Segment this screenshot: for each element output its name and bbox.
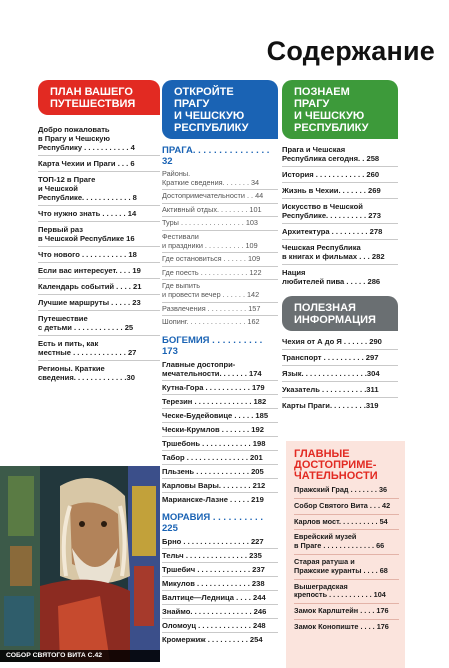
bohemia-item[interactable] — [162, 467, 278, 476]
divider — [282, 349, 398, 350]
prague-subsection[interactable] — [162, 318, 278, 327]
toc-entry-line: с детьми . . . . . . . . . . . . 25 — [38, 323, 134, 332]
moravia-item-line: Микулов . . . . . . . . . . . . . 238 — [162, 578, 265, 588]
attraction-entry-line: Пражский Град . . . . . . . 36 — [294, 485, 388, 494]
learn-entry-line: Жизнь в Чехии. . . . . . . 269 — [282, 186, 381, 195]
bohemia-item[interactable] — [162, 439, 278, 448]
divider — [294, 498, 399, 499]
attractions-title: ГЛАВНЫЕ ДОСТОПРИМЕ- ЧАТЕЛЬНОСТИ — [294, 448, 378, 482]
toc-entry[interactable] — [38, 339, 160, 357]
divider — [162, 252, 278, 253]
toc-entry-line: Регионы. Краткие — [38, 364, 105, 373]
useful-entry[interactable] — [282, 369, 398, 378]
attraction-entry[interactable] — [294, 486, 399, 495]
divider — [294, 603, 399, 604]
bohemia-item[interactable] — [162, 397, 278, 406]
attraction-entry-line: Старая ратуша и — [294, 556, 355, 566]
stained-glass-illustration — [0, 466, 160, 662]
bohemia-items — [162, 360, 278, 504]
attraction-entry-line: Карлов мост. . . . . . . . . . 54 — [294, 516, 388, 526]
divider — [162, 590, 278, 591]
moravia-item[interactable] — [162, 537, 278, 546]
divider — [162, 618, 278, 619]
moravia-section-link[interactable]: МОРАВИЯ . . . . . . . . . . 225 — [162, 511, 263, 534]
bohemia-item-line: Табор . . . . . . . . . . . . . . . 201 — [162, 452, 263, 462]
learn-entry-line: История . . . . . . . . . . . . 260 — [282, 170, 380, 179]
prague-subsection[interactable] — [162, 305, 278, 314]
divider — [162, 632, 278, 633]
page-title: Содержание — [266, 36, 435, 66]
divider — [162, 408, 278, 409]
toc-entry[interactable] — [38, 282, 160, 291]
divider — [162, 189, 278, 190]
divider — [162, 230, 278, 231]
divider — [282, 381, 398, 382]
attraction-entry-line: в Праге . . . . . . . . . . . . . 66 — [294, 541, 385, 551]
plan-column — [38, 80, 160, 382]
toc-entry-line: в Прагу и Чешскую — [38, 134, 110, 143]
toc-entry-line: и Чешской — [38, 184, 78, 193]
learn-entry[interactable] — [282, 170, 398, 179]
moravia-item[interactable] — [162, 579, 278, 588]
bohemia-item-line: Марианске-Лазне . . . . . 219 — [162, 494, 264, 504]
prague-subsection[interactable] — [162, 255, 278, 264]
bohemia-item[interactable] — [162, 360, 278, 378]
moravia-item[interactable] — [162, 607, 278, 616]
learn-entry[interactable] — [282, 145, 398, 163]
bohemia-item[interactable] — [162, 495, 278, 504]
prague-subsection[interactable] — [162, 269, 278, 278]
useful-entry-line: Указатель . . . . . . . . . . .311 — [282, 385, 379, 394]
toc-entry-line: Республику . . . . . . . . . . . 4 — [38, 143, 135, 152]
prague-subsection[interactable] — [162, 170, 278, 187]
prague-subsection-line: Где выпить — [162, 281, 201, 291]
divider — [294, 579, 399, 580]
moravia-item[interactable] — [162, 635, 278, 644]
learn-entry[interactable] — [282, 243, 398, 261]
attraction-entry-line: Замок Конопиште . . . . 176 — [294, 621, 389, 631]
attraction-entry-line: Еврейский музей — [294, 532, 357, 542]
toc-entry[interactable] — [38, 159, 160, 168]
toc-entry[interactable] — [38, 125, 160, 152]
moravia-item-line: Валтице—Ледница . . . . 244 — [162, 592, 266, 602]
prague-subsection[interactable] — [162, 282, 278, 299]
divider — [38, 360, 160, 361]
divider — [162, 576, 278, 577]
bohemia-item[interactable] — [162, 425, 278, 434]
attraction-entry[interactable] — [294, 502, 399, 511]
learn-entry-line: Республике. . . . . . . . . . 273 — [282, 211, 381, 220]
plan-header: ПЛАН ВАШЕГО ПУТЕШЕСТВИЯ — [38, 80, 160, 115]
prague-subsection-line: Шопинг. . . . . . . . . . . . . . . 162 — [162, 317, 260, 327]
prague-subsection-line: Фестивали — [162, 231, 199, 241]
bohemia-section-link[interactable]: БОГЕМИЯ . . . . . . . . . . 173 — [162, 334, 263, 357]
bohemia-item-line: Ческе-Будейовице . . . . . 185 — [162, 410, 269, 420]
divider — [162, 436, 278, 437]
prague-subsection-line: Достопримечательности . . 44 — [162, 191, 264, 201]
useful-entry[interactable] — [282, 401, 398, 410]
divider — [162, 450, 278, 451]
attractions-list — [286, 486, 405, 632]
learn-entry[interactable] — [282, 227, 398, 236]
moravia-item-line: Оломоуц . . . . . . . . . . . . . 248 — [162, 620, 266, 630]
divider — [162, 464, 278, 465]
divider — [38, 262, 160, 263]
bohemia-item[interactable] — [162, 383, 278, 392]
moravia-item-line: Тельч . . . . . . . . . . . . . . . 235 — [162, 550, 262, 560]
toc-entry-line: Добро пожаловать — [38, 125, 110, 134]
learn-header: ПОЗНАЕМ ПРАГУ И ЧЕШСКУЮ РЕСПУБЛИКУ — [282, 80, 398, 139]
divider — [38, 278, 160, 279]
learn-entry-line: в книгах и фильмах . . . 282 — [282, 252, 385, 261]
attraction-entry-line: Замок Карлштейн . . . . 176 — [294, 606, 389, 616]
discover-column — [162, 80, 278, 644]
moravia-items — [162, 537, 278, 644]
attraction-entry[interactable] — [294, 518, 399, 527]
prague-subsection[interactable] — [162, 206, 278, 215]
toc-entry[interactable] — [38, 250, 160, 259]
toc-entry[interactable] — [38, 209, 160, 218]
learn-column — [282, 80, 398, 410]
prague-subsection-line: Активный отдых. . . . . . . . 101 — [162, 204, 262, 214]
bohemia-item[interactable] — [162, 481, 278, 490]
divider — [282, 223, 398, 224]
learn-entry-line: любителей пива . . . . . 286 — [282, 277, 381, 286]
bohemia-item-line: Кутна-Гора . . . . . . . . . . . 179 — [162, 382, 265, 392]
discover-header: ОТКРОЙТЕ ПРАГУ И ЧЕШСКУЮ РЕСПУБЛИКУ — [162, 80, 278, 139]
useful-entry[interactable] — [282, 353, 398, 362]
learn-entry-line: Республика сегодня. . 258 — [282, 154, 380, 163]
divider — [162, 216, 278, 217]
attraction-entry-line: Собор Святого Вита . . . 42 — [294, 500, 391, 510]
divider — [162, 279, 278, 280]
toc-entry[interactable] — [38, 175, 160, 202]
main-attractions-box — [286, 441, 405, 668]
learn-entry-line: Архитектура . . . . . . . . . 278 — [282, 227, 383, 236]
moravia-item-line: Тршебич . . . . . . . . . . . . . 237 — [162, 564, 265, 574]
divider — [162, 394, 278, 395]
prague-subsection-line: Развлечения . . . . . . . . . . 157 — [162, 303, 261, 313]
bohemia-item-line: Пльзень . . . . . . . . . . . . . 205 — [162, 466, 264, 476]
prague-subsection-line: и праздники . . . . . . . . . . 109 — [162, 240, 258, 250]
learn-entry[interactable] — [282, 268, 398, 286]
divider — [282, 182, 398, 183]
moravia-item[interactable] — [162, 551, 278, 560]
moravia-item[interactable] — [162, 565, 278, 574]
divider — [162, 203, 278, 204]
plan-entries — [38, 125, 160, 382]
prague-subsection-line: Районы. — [162, 169, 191, 178]
useful-header: ПОЛЕЗНАЯ ИНФОРМАЦИЯ — [282, 296, 398, 331]
toc-entry-line: Что нужно знать . . . . . . 14 — [38, 209, 137, 218]
useful-entries — [282, 337, 398, 410]
toc-entry[interactable] — [38, 314, 160, 332]
divider — [38, 310, 160, 311]
toc-entry-line: Первый раз — [38, 225, 83, 234]
divider — [162, 604, 278, 605]
toc-entry-line: Республике. . . . . . . . . . . . 8 — [38, 193, 137, 202]
divider — [282, 198, 398, 199]
bohemia-item-line: Терезин . . . . . . . . . . . . . . 182 — [162, 396, 267, 406]
bohemia-item[interactable] — [162, 411, 278, 420]
divider — [38, 246, 160, 247]
divider — [162, 492, 278, 493]
useful-entry-line: Язык. . . . . . . . . . . . . . . .304 — [282, 369, 380, 378]
divider — [162, 422, 278, 423]
toc-entry-line: в Чешской Республике 16 — [38, 234, 135, 243]
prague-subsection-line: Краткие сведения. . . . . . . 34 — [162, 177, 260, 187]
toc-entry[interactable] — [38, 266, 160, 275]
moravia-item-line: Кромержиж . . . . . . . . . . 254 — [162, 634, 263, 644]
toc-entry-line: Что нового . . . . . . . . . . . 18 — [38, 250, 137, 259]
prague-subsection[interactable] — [162, 192, 278, 201]
divider — [162, 302, 278, 303]
divider — [38, 335, 160, 336]
moravia-item-line: Знаймо. . . . . . . . . . . . . . . 246 — [162, 606, 267, 616]
prague-subsection-line: Туры . . . . . . . . . . . . . . . . 103 — [162, 218, 258, 228]
toc-entry-line: Есть и пить, как — [38, 339, 99, 348]
image-caption: СОБОР СВЯТОГО ВИТА С.42 — [0, 650, 160, 662]
attraction-entry[interactable] — [294, 558, 399, 576]
divider — [162, 548, 278, 549]
prague-subsections — [162, 170, 278, 327]
prague-subsection[interactable] — [162, 219, 278, 228]
toc-entry[interactable] — [38, 364, 160, 382]
learn-entry[interactable] — [282, 202, 398, 220]
divider — [38, 171, 160, 172]
divider — [282, 397, 398, 398]
prague-subsection-line: Где остановиться . . . . . . 109 — [162, 254, 261, 264]
bohemia-item-line: Чески-Крумлов . . . . . . . 192 — [162, 424, 264, 434]
toc-entry-line: Если вас интересует. . . . 19 — [38, 266, 141, 275]
bohemia-item-line: мечательности. . . . . . . 174 — [162, 368, 262, 378]
learn-entry[interactable] — [282, 186, 398, 195]
learn-entry-line: Нация — [282, 268, 306, 277]
toc-entry-line: сведения. . . . . . . . . . . . .30 — [38, 373, 135, 382]
prague-subsection-line: Где поесть . . . . . . . . . . . . 122 — [162, 267, 262, 277]
toc-entry[interactable] — [38, 225, 160, 243]
toc-entry-line: Карта Чехии и Праги . . . 6 — [38, 159, 135, 168]
divider — [38, 205, 160, 206]
bohemia-item[interactable] — [162, 453, 278, 462]
bohemia-item-line: Главные достопри- — [162, 359, 236, 369]
moravia-item[interactable] — [162, 621, 278, 630]
attraction-entry[interactable] — [294, 623, 399, 632]
toc-entry-line: местные . . . . . . . . . . . . . 27 — [38, 348, 137, 357]
toc-entry-line: Календарь событий . . . . 21 — [38, 282, 142, 291]
divider — [282, 264, 398, 265]
prague-section-link[interactable]: ПРАГА. . . . . . . . . . . . . . . 32 — [162, 145, 270, 167]
divider — [162, 562, 278, 563]
attraction-entry[interactable] — [294, 607, 399, 616]
divider — [294, 554, 399, 555]
attraction-entry-line: Пражские куранты . . . . 68 — [294, 565, 388, 575]
divider — [294, 529, 399, 530]
toc-entry-line: Путешествие — [38, 314, 88, 323]
useful-entry-line: Чехия от А до Я . . . . . . 290 — [282, 337, 382, 346]
divider — [162, 380, 278, 381]
learn-entry-line: Чешская Республика — [282, 243, 361, 252]
moravia-item-line: Брно . . . . . . . . . . . . . . . . 227 — [162, 536, 264, 546]
divider — [162, 266, 278, 267]
divider — [38, 221, 160, 222]
attraction-entry-line: крепость . . . . . . . . . . . 104 — [294, 590, 386, 600]
learn-entries — [282, 145, 398, 286]
attraction-entry-line: Вышеградская — [294, 581, 348, 591]
divider — [162, 315, 278, 316]
useful-entry-line: Карты Праги. . . . . . . . .319 — [282, 401, 379, 410]
moravia-item[interactable] — [162, 593, 278, 602]
bohemia-item-line: Карловы Вары. . . . . . . . 212 — [162, 480, 266, 490]
stained-glass-image — [0, 466, 160, 662]
useful-entry[interactable] — [282, 385, 398, 394]
learn-entry-line: Искусство в Чешской — [282, 202, 363, 211]
divider — [38, 155, 160, 156]
prague-subsection[interactable] — [162, 233, 278, 250]
divider — [282, 166, 398, 167]
divider — [282, 365, 398, 366]
useful-entry-line: Транспорт . . . . . . . . . . 297 — [282, 353, 379, 362]
bohemia-item-line: Тршебонь . . . . . . . . . . . . 198 — [162, 438, 266, 448]
divider — [282, 239, 398, 240]
divider — [294, 514, 399, 515]
attraction-entry[interactable] — [294, 533, 399, 551]
toc-entry-line: Лучшие маршруты . . . . . 23 — [38, 298, 141, 307]
divider — [38, 294, 160, 295]
divider — [162, 478, 278, 479]
prague-subsection-line: и провести вечер . . . . . . 142 — [162, 289, 260, 299]
toc-entry-line: ТОП-12 в Праге — [38, 175, 96, 184]
attraction-entry[interactable] — [294, 583, 399, 601]
useful-entry[interactable] — [282, 337, 398, 346]
toc-entry[interactable] — [38, 298, 160, 307]
learn-entry-line: Прага и Чешская — [282, 145, 346, 154]
divider — [294, 619, 399, 620]
